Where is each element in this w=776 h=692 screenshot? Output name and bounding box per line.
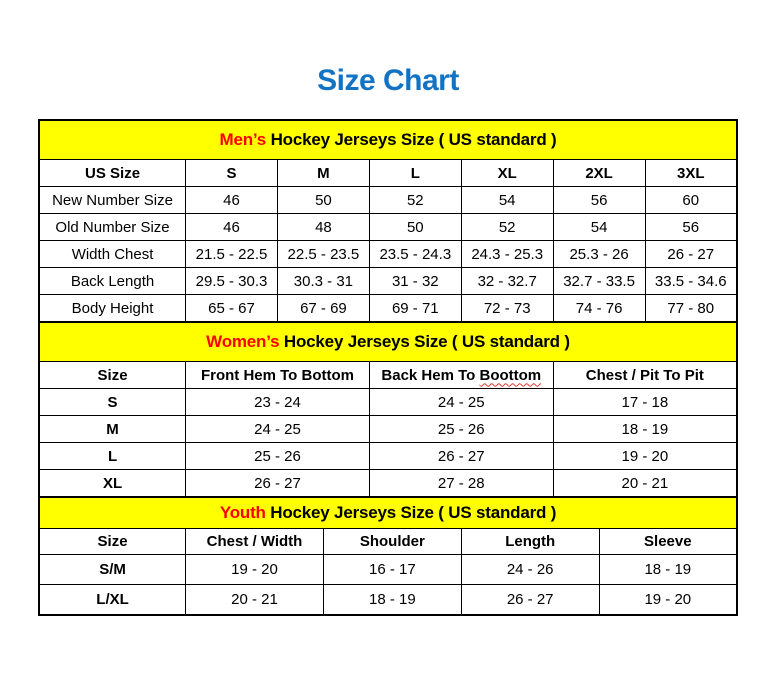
data-cell: 54	[461, 187, 553, 214]
youth-size-table	[38, 496, 738, 616]
data-cell: 72 - 73	[461, 295, 553, 323]
row-label: M	[39, 416, 186, 443]
row-label: Width Chest	[39, 241, 186, 268]
data-cell: 20 - 21	[186, 585, 324, 616]
section-header-row	[39, 322, 737, 362]
column-header: Back Hem To Boottom	[369, 362, 553, 389]
data-cell: 48	[277, 214, 369, 241]
data-cell: 26 - 27	[461, 585, 599, 616]
column-header: Length	[461, 529, 599, 555]
data-cell: 25 - 26	[369, 416, 553, 443]
row-label: S	[39, 389, 186, 416]
row-label: Back Length	[39, 268, 186, 295]
data-cell: 29.5 - 30.3	[186, 268, 278, 295]
column-header: Chest / Pit To Pit	[553, 362, 737, 389]
table-row	[39, 555, 737, 585]
data-cell: 30.3 - 31	[277, 268, 369, 295]
data-cell: 27 - 28	[369, 470, 553, 498]
row-label: Body Height	[39, 295, 186, 323]
data-cell: 56	[645, 214, 737, 241]
column-header: Size	[39, 362, 186, 389]
column-header: US Size	[39, 160, 186, 187]
data-cell: 19 - 20	[599, 585, 737, 616]
column-header: 3XL	[645, 160, 737, 187]
section-header-row	[39, 497, 737, 529]
data-cell: 20 - 21	[553, 470, 737, 498]
section-header-row	[39, 120, 737, 160]
data-cell: 31 - 32	[369, 268, 461, 295]
data-cell: 24 - 25	[186, 416, 370, 443]
data-cell: 32.7 - 33.5	[553, 268, 645, 295]
data-cell: 25.3 - 26	[553, 241, 645, 268]
table-row	[39, 443, 737, 470]
data-cell: 18 - 19	[323, 585, 461, 616]
table-row	[39, 295, 737, 323]
table-row	[39, 416, 737, 443]
table-row	[39, 585, 737, 616]
row-label: L	[39, 443, 186, 470]
data-cell: 22.5 - 23.5	[277, 241, 369, 268]
table-row	[39, 214, 737, 241]
data-cell: 32 - 32.7	[461, 268, 553, 295]
row-label: L/XL	[39, 585, 186, 616]
data-cell: 46	[186, 187, 278, 214]
data-cell: 23.5 - 24.3	[369, 241, 461, 268]
table-row	[39, 268, 737, 295]
size-tables	[38, 119, 738, 616]
data-cell: 77 - 80	[645, 295, 737, 323]
data-cell: 24.3 - 25.3	[461, 241, 553, 268]
table-row	[39, 470, 737, 498]
data-cell: 46	[186, 214, 278, 241]
data-cell: 17 - 18	[553, 389, 737, 416]
column-header: Size	[39, 529, 186, 555]
data-cell: 24 - 25	[369, 389, 553, 416]
data-cell: 50	[277, 187, 369, 214]
column-header: Sleeve	[599, 529, 737, 555]
data-cell: 16 - 17	[323, 555, 461, 585]
womens-size-table	[38, 321, 738, 498]
table-row	[39, 389, 737, 416]
data-cell: 69 - 71	[369, 295, 461, 323]
data-cell: 18 - 19	[553, 416, 737, 443]
column-header: L	[369, 160, 461, 187]
table-row	[39, 241, 737, 268]
section-title: Youth Hockey Jerseys Size ( US standard )	[39, 497, 737, 529]
row-label: S/M	[39, 555, 186, 585]
data-cell: 52	[369, 187, 461, 214]
column-header-row	[39, 529, 737, 555]
data-cell: 52	[461, 214, 553, 241]
misspelled-word: Boottom	[479, 366, 542, 384]
data-cell: 33.5 - 34.6	[645, 268, 737, 295]
data-cell: 26 - 27	[645, 241, 737, 268]
page-title: Size Chart	[317, 64, 459, 97]
data-cell: 23 - 24	[186, 389, 370, 416]
column-header: M	[277, 160, 369, 187]
section-title: Women’s Hockey Jerseys Size ( US standard )	[39, 322, 737, 362]
data-cell: 54	[553, 214, 645, 241]
section-title-highlight: Men’s	[219, 130, 267, 149]
data-cell: 25 - 26	[186, 443, 370, 470]
column-header: 2XL	[553, 160, 645, 187]
data-cell: 26 - 27	[369, 443, 553, 470]
data-cell: 26 - 27	[186, 470, 370, 498]
row-label: Old Number Size	[39, 214, 186, 241]
data-cell: 18 - 19	[599, 555, 737, 585]
data-cell: 24 - 26	[461, 555, 599, 585]
section-title-highlight: Women’s	[206, 332, 280, 351]
column-header-row	[39, 362, 737, 389]
row-label: New Number Size	[39, 187, 186, 214]
column-header: Shoulder	[323, 529, 461, 555]
row-label: XL	[39, 470, 186, 498]
data-cell: 74 - 76	[553, 295, 645, 323]
data-cell: 67 - 69	[277, 295, 369, 323]
data-cell: 21.5 - 22.5	[186, 241, 278, 268]
section-title: Men’s Hockey Jerseys Size ( US standard )	[39, 120, 737, 160]
column-header: Chest / Width	[186, 529, 324, 555]
column-header: S	[186, 160, 278, 187]
data-cell: 50	[369, 214, 461, 241]
column-header: XL	[461, 160, 553, 187]
column-header-row	[39, 160, 737, 187]
table-row	[39, 187, 737, 214]
mens-size-table	[38, 119, 738, 323]
section-title-highlight: Youth	[219, 503, 266, 522]
data-cell: 19 - 20	[553, 443, 737, 470]
data-cell: 56	[553, 187, 645, 214]
data-cell: 19 - 20	[186, 555, 324, 585]
data-cell: 60	[645, 187, 737, 214]
column-header: Front Hem To Bottom	[186, 362, 370, 389]
data-cell: 65 - 67	[186, 295, 278, 323]
